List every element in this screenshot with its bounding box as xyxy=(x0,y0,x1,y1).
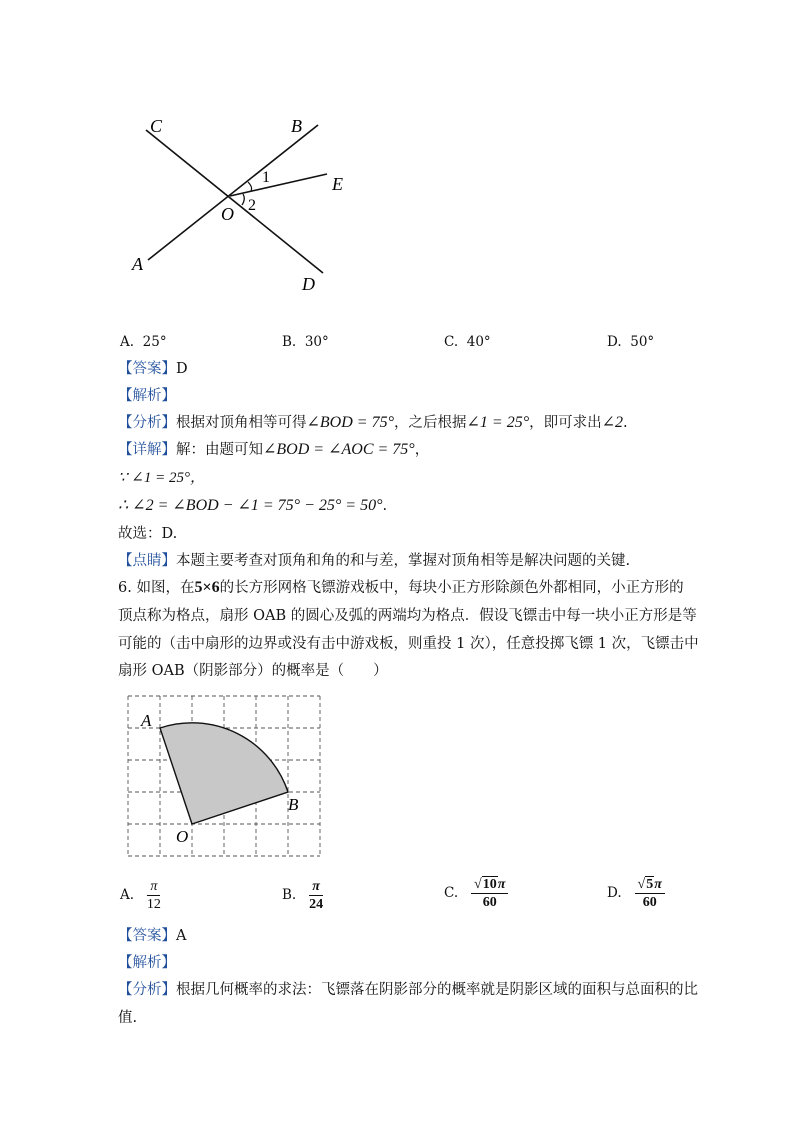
q5-dianjing: 【点睛】本题主要考查对顶角和角的和与差，掌握对顶角相等是解决问题的关键. xyxy=(118,553,631,569)
angle-arc-1 xyxy=(248,182,252,191)
q6-analysis-heading: 【解析】 xyxy=(118,955,176,971)
q5-xiangjie: 【详解】解：由题可知∠BOD = ∠AOC = 75°， xyxy=(118,441,430,458)
q6-option-d: D. $\frac{√5\pi}{60}$ xyxy=(607,876,665,911)
q5-because: ∵ ∠1 = 25°， xyxy=(118,470,205,486)
q6-stem-line1: 6. 如图，在5×6的长方形网格飞镖游戏板中，每块小正方形除颜色外都相同，小正方形的 xyxy=(118,579,684,596)
q6-option-b: B. $\frac{\pi}{24}$ xyxy=(282,879,324,912)
line-ab xyxy=(148,125,318,260)
q5-option-c: C. 40° xyxy=(444,334,491,350)
label-d: D xyxy=(302,274,315,294)
q5-option-d: D. 50° xyxy=(607,334,655,350)
angle-arc-2 xyxy=(242,194,244,205)
q5-analysis-heading: 【解析】 xyxy=(118,388,176,404)
label-e: E xyxy=(332,174,343,194)
figure-angles xyxy=(120,108,360,298)
label-angle-2: 2 xyxy=(248,197,256,214)
label-b: B xyxy=(291,116,302,136)
q5-option-b: B. 30° xyxy=(282,334,329,350)
label-o: O xyxy=(221,204,234,224)
line-cd xyxy=(146,130,323,273)
q5-answer: 【答案】D xyxy=(118,361,188,377)
sector-oab xyxy=(160,723,288,824)
q5-fenxi: 【分析】根据对顶角相等可得∠BOD = 75°，之后根据∠1 = 25°，即可求出∠2. xyxy=(118,414,628,431)
label-angle-1: 1 xyxy=(262,169,270,186)
q6-stem-line3: 可能的（击中扇形的边界或没有击中游戏板，则重投 1 次），任意投掷飞镖 1 次，飞镖击中 xyxy=(118,636,699,652)
q6-stem-line2: 顶点称为格点，扇形 OAB 的圆心及弧的两端均为格点．假设飞镖击中每一块小正方形是等 xyxy=(118,608,697,624)
q5-therefore: ∴ ∠2 = ∠BOD − ∠1 = 75° − 25° = 50°. xyxy=(118,497,388,514)
q6-option-c: C. $\frac{√10\pi}{60}$ xyxy=(444,876,508,911)
ray-oe xyxy=(230,174,327,196)
label-o: O xyxy=(176,827,189,846)
q5-choose: 故选：D. xyxy=(118,526,178,542)
q5-option-a: A. 25° xyxy=(120,334,167,350)
q6-fenxi-line1: 【分析】根据几何概率的求法：飞镖落在阴影部分的概率就是阴影区域的面积与总面积的比 xyxy=(118,982,698,998)
q6-answer: 【答案】A xyxy=(118,928,187,944)
label-a: A xyxy=(141,711,152,730)
figure-grid-sector xyxy=(118,690,328,862)
label-b: B xyxy=(288,795,299,814)
q6-fenxi-line2: 值. xyxy=(118,1010,138,1026)
label-c: C xyxy=(150,116,163,136)
label-a: A xyxy=(132,254,143,274)
q6-option-a: A. $\frac{\pi}{12}$ xyxy=(120,879,161,912)
q6-stem-line4: 扇形 OAB（阴影部分）的概率是（ ） xyxy=(118,663,388,679)
